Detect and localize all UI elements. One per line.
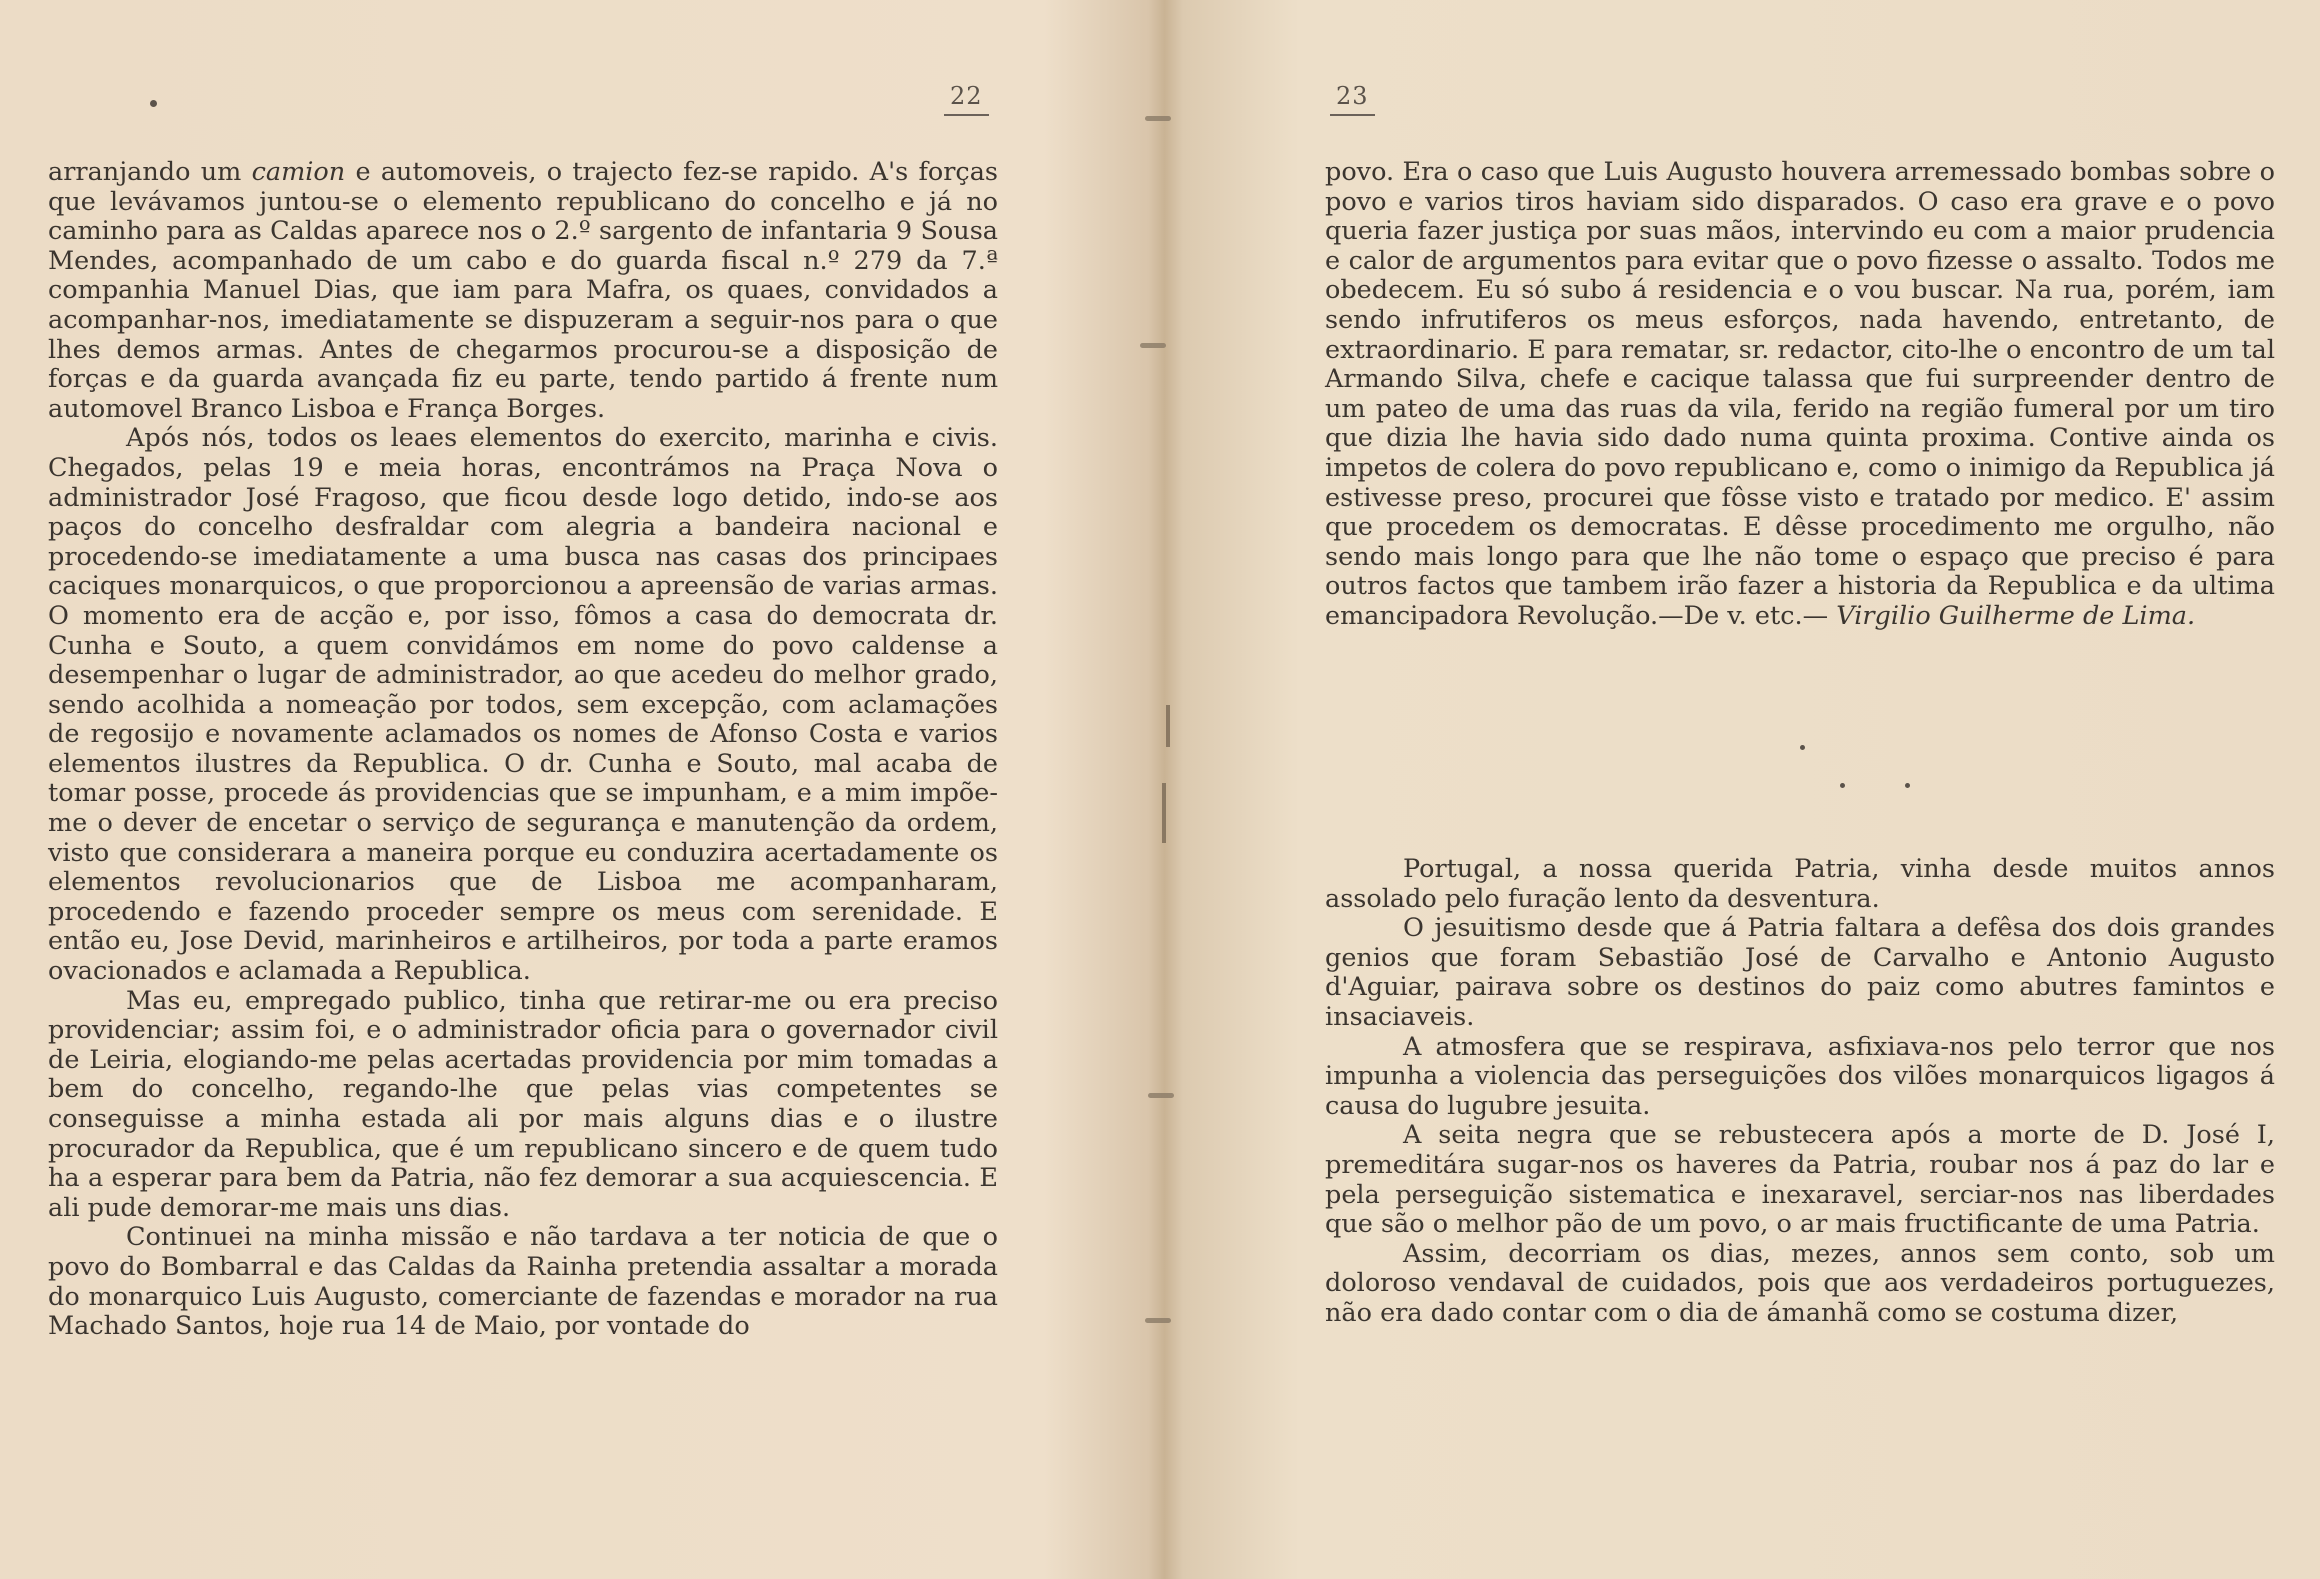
paragraph: Portugal, a nossa querida Patria, vinha desde muitos annos assolado pelo furação lento da desventura. <box>1325 854 2275 914</box>
paragraph: A seita negra que se rebustecera após a morte de D. José I, premeditára sugar-nos os haveres da Patria, roubar nos á paz do lar e pela perseguição sistematica e inexaravel, serciar-nos nas liberdades que são o melhor pão de um povo, o ar mais fructificante de uma Patria. <box>1325 1120 2275 1240</box>
paragraph: Após nós, todos os leaes elementos do exercito, marinha e civis. Chegados, pelas 19 e meia horas, encontrámos na Praça Nova o administrador José Fragoso, que ficou desde logo detido, indo-se aos paços do concelho desfraldar com alegria a bandeira nacional e procedendo-se imediatamente a uma busca nas casas dos principaes caciques monarquicos, o que proporcionou a apreensão de varias armas. O momento era de acção e, por isso, fômos a casa do democrata dr. Cunha e Souto, a quem convidámos em nome do povo caldense a desempenhar o lugar de administrador, ao que acedeu do melhor grado, sendo acolhida a nomeação por todos, sem excepção, com aclamações de regosijo e novamente aclamados os nomes de Afonso Costa e varios elementos ilustres da Republica. O dr. Cunha e Souto, mal acaba de tomar posse, procede ás providencias que se impunham, e a mim impõe-me o dever de encetar o serviço de segurança e manutenção da ordem, visto que considerara a maneira porque eu conduzira acertadamente os elementos revolucionarios que de Lisboa me acompanharam, procedendo e fazendo proceder sempre os meus com serenidade. E então eu, Jose Devid, marinheiros e artilheiros, por toda a parte eramos ovacionados e aclamada a Republica. <box>48 423 998 987</box>
signature: Virgilio Guilherme de Lima. <box>1836 600 2196 631</box>
left-page-text <box>48 158 998 1342</box>
paragraph: Continuei na minha missão e não tardava a ter noticia de que o povo do Bombarral e das Caldas da Rainha pretendia assaltar a morada do monarquico Luis Augusto, comerciante de fazendas e morador na rua Machado Santos, hoje rua 14 de Maio, por vontade do <box>48 1222 998 1342</box>
page-number-right: 23 <box>1330 82 1375 116</box>
paragraph-text: e automoveis, o trajecto fez-se rapido. A's forças que levávamos juntou-se o elemento republicano do concelho e já no caminho para as Caldas aparece nos o 2.º sargento de infantaria 9 Sousa Mendes, acompanhado de um cabo e do guarda fiscal n.º 279 da 7.ª companhia Manuel Dias, que iam para Mafra, os quaes, convidados a acompanhar-nos, imediatamente se dispuzeram a seguir-nos para o que lhes demos armas. Antes de chegarmos procurou-se a disposição de forças e da guarda avançada fiz eu parte, tendo partido á frente num automovel Branco Lisboa e França Borges. <box>48 157 998 424</box>
separator-dot <box>1840 783 1845 788</box>
italic-word: camion <box>251 157 346 187</box>
paragraph: Mas eu, empregado publico, tinha que retirar-me ou era preciso providenciar; assim foi, e o administrador oficia para o governador civil de Leiria, elogiando-me pelas acertadas providencia por mim tomadas a bem do concelho, regando-lhe que pelas vias competentes se conseguisse a minha estada ali por mais alguns dias e o ilustre procurador da Republica, que é um republicano sincero e de quem tudo ha a esperar para bem da Patria, não fez demorar a sua acquiescencia. E ali pude demorar-me mais uns dias. <box>48 985 998 1223</box>
ink-speck <box>150 100 157 107</box>
paragraph-text: povo. Era o caso que Luis Augusto houvera arremessado bombas sobre o povo e varios tiros haviam sido disparados. O caso era grave e o povo queria fazer justiça por suas mãos, intervindo eu com a maior prudencia e calor de argumentos para evitar que o povo fizesse o assalto. Todos me obedecem. Eu só subo á residencia e o vou buscar. Na rua, porém, iam sendo infrutiferos os meus esforços, nada havendo, entretanto, de extraordinario. E para rematar, sr. redactor, cito-lhe o encontro de um tal Armando Silva, chefe e cacique talassa que fui surpreender dentro de um pateo de uma das ruas da vila, ferido na região fumeral por um tiro que dizia lhe havia sido dado numa quinta proxima. Contive ainda os impetos de colera do povo republicano e, como o inimigo da Republica já estivesse preso, procurei que fôsse visto e tratado por medico. E' assim que procedem os democratas. E dêsse procedimento me orgulho, não sendo mais longo para que lhe não tome o espaço que preciso é para outros factos que tambem irão fazer a historia da Republica e da ultima emancipadora Revolução.—De v. etc.— <box>1325 157 2275 631</box>
separator-dot <box>1800 745 1805 750</box>
separator-dot <box>1905 783 1910 788</box>
paragraph-lead: arranjando um <box>48 157 252 187</box>
right-page-bottom-text <box>1325 855 2275 1329</box>
paragraph <box>48 158 998 424</box>
paragraph: A atmosfera que se respirava, asfixiava-nos pelo terror que nos impunha a violencia das perseguições dos vilões monarquicos ligagos á causa do lugubre jesuita. <box>1325 1031 2275 1121</box>
paragraph: Assim, decorriam os dias, mezes, annos sem conto, sob um doloroso vendaval de cuidados, pois que aos verdadeiros portuguezes, não era dado contar com o dia de ámanhã como se costuma dizer, <box>1325 1238 2275 1328</box>
paragraph <box>1325 158 2275 632</box>
page-number-left: 22 <box>944 82 989 116</box>
paragraph: O jesuitismo desde que á Patria faltara a defêsa dos dois grandes genios que foram Sebastião José de Carvalho e Antonio Augusto d'Aguiar, pairava sobre os destinos do paiz como abutres famintos e insaciaveis. <box>1325 913 2275 1032</box>
right-page <box>1160 0 2320 1579</box>
right-page-top-text <box>1325 158 2275 632</box>
